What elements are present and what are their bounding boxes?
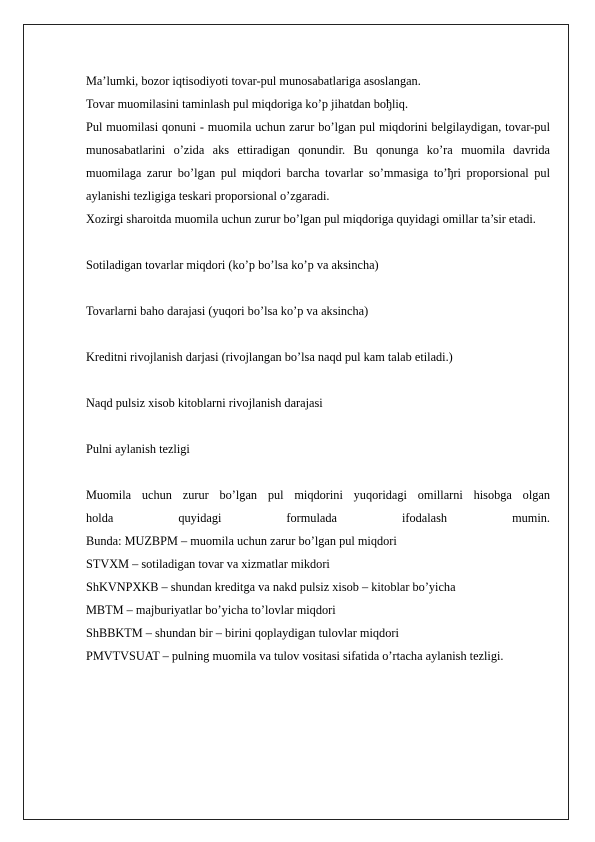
factor-item: Sotiladigan tovarlar miqdori (ko’p bo’lsa ko’p va aksincha): [86, 258, 379, 272]
factor-item: Naqd pulsiz xisob kitoblarni rivojlanish darajasi: [86, 396, 323, 410]
factor-item: Pulni aylanish tezligi: [86, 442, 190, 456]
intro-line-2: Tovar muomilasini taminlash pul miqdoriga ko’p jihatdan boђliq.: [86, 97, 409, 111]
definition-item: Bunda: MUZBPM – muomila uchun zarur bo’lgan pul miqdori: [86, 534, 397, 548]
closing-paragraph: PMVTVSUAT – pulning muomila va tulov vositasi sifatida o’rtacha aylanish tezligi.: [86, 649, 504, 663]
document-body: [86, 70, 550, 668]
definition-item: ShKVNPXKB – shundan kreditga va nakd pulsiz xisob – kitoblar bo’yicha: [86, 580, 456, 594]
law-paragraph: Pul muomilasi qonuni - muomila uchun zarur bo’lgan pul miqdorini belgilaydigan, tovar-pul munosabatlarini o’zida aks ettiradigan qonundir. Bu qonunga ko’ra muomila davrida muomilaga zarur bo’lgan pul miqdori barcha tovarlar so’mmasiga to’ђri proporsional pul aylanishi tezligiga teskari proporsional o’zgaradi.: [86, 120, 550, 203]
definition-item: STVXM – sotiladigan tovar va xizmatlar mikdori: [86, 557, 330, 571]
factor-item: Tovarlarni baho darajasi (yuqori bo’lsa ko’p va aksincha): [86, 304, 369, 318]
factors-intro-paragraph: Xozirgi sharoitda muomila uchun zurur bo’lgan pul miqdoriga quyidagi omillar ta’sir etadi.: [86, 212, 536, 226]
formula-paragraph-line-2: holda quyidagi formulada ifodalash mumin.: [86, 511, 550, 525]
factor-item: Kreditni rivojlanish darjasi (rivojlangan bo’lsa naqd pul kam talab etiladi.): [86, 350, 453, 364]
definition-item: ShBBKTM – shundan bir – birini qoplaydigan tulovlar miqdori: [86, 626, 399, 640]
definition-item: MBTM – majburiyatlar bo’yicha to’lovlar miqdori: [86, 603, 336, 617]
intro-line-1: Ma’lumki, bozor iqtisodiyoti tovar-pul munosabatlariga asoslangan.: [86, 74, 421, 88]
formula-paragraph-line-1: Muomila uchun zurur bo’lgan pul miqdorini yuqoridagi omillarni hisobga olgan: [86, 488, 550, 502]
